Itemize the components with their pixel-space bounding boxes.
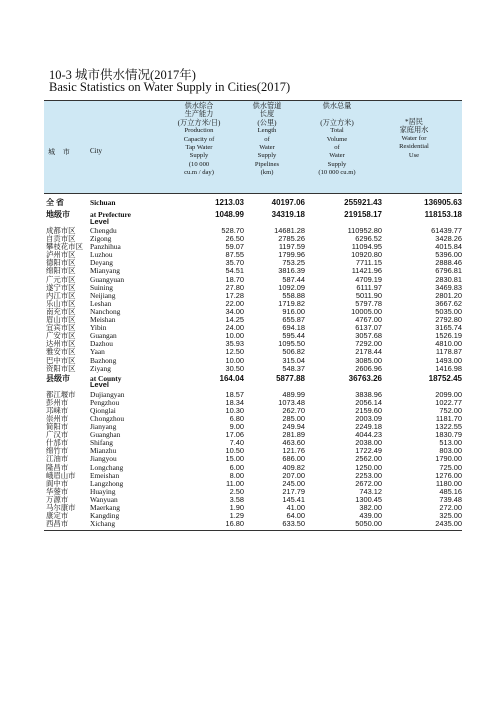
value-cell: 217.79 xyxy=(282,486,305,496)
city-name-chinese: 资阳市区 xyxy=(46,363,76,373)
value-cell: 2792.80 xyxy=(435,315,462,325)
value-cell: 54.51 xyxy=(225,266,244,276)
value-cell: 5797.78 xyxy=(355,298,382,308)
value-cell: 14681.28 xyxy=(274,226,305,235)
value-cell: 1493.00 xyxy=(435,355,462,365)
value-cell: 1178.87 xyxy=(435,347,462,357)
value-cell: 1322.55 xyxy=(435,422,462,432)
city-name-chinese: 雅安市区 xyxy=(46,347,76,357)
city-name-chinese: 全 省 xyxy=(46,198,64,207)
city-name-english: Pengzhou xyxy=(90,397,120,407)
value-cell: 2003.09 xyxy=(355,413,382,423)
value-cell: 9.00 xyxy=(229,422,244,432)
value-cell: 18.57 xyxy=(225,389,244,399)
header-residential-use: *居民 家庭用水 Water for Residential Use xyxy=(399,118,429,159)
value-cell: 2830.81 xyxy=(435,274,462,284)
value-cell: 3816.39 xyxy=(278,266,305,276)
value-cell: 1.29 xyxy=(229,511,244,521)
city-name-english: Luzhou xyxy=(90,250,113,260)
city-name-chinese: 广元市区 xyxy=(46,274,76,284)
header-production-capacity: 供水综合 生产能力 (万立方米/日) Production Capacity of Tap Water Supply (10 000 cu.m / day) xyxy=(177,102,221,177)
value-cell: 5877.88 xyxy=(276,373,305,383)
value-cell: 315.04 xyxy=(282,355,305,365)
value-cell: 3057.68 xyxy=(355,331,382,341)
city-name-chinese: 德阳市区 xyxy=(46,258,76,268)
city-name-english: at County xyxy=(90,373,122,383)
city-name-english: Jiangyou xyxy=(90,454,117,464)
city-name-chinese: 康定市 xyxy=(46,511,69,521)
value-cell: 7711.15 xyxy=(355,258,382,268)
value-cell: 10.00 xyxy=(225,355,244,365)
header-city-chinese: 城 市 xyxy=(48,148,73,156)
value-cell: 3428.26 xyxy=(435,234,462,244)
value-cell: 753.25 xyxy=(282,258,305,268)
city-name-english: Mianyang xyxy=(90,266,120,276)
value-cell: 26.50 xyxy=(225,234,244,244)
value-cell: 36763.26 xyxy=(348,373,382,383)
value-cell: 694.18 xyxy=(282,323,305,333)
value-cell: 35.93 xyxy=(225,339,244,349)
city-name-english: Kangding xyxy=(90,511,120,521)
value-cell: 382.00 xyxy=(359,503,382,512)
value-cell: 3667.62 xyxy=(435,298,462,308)
table-bottom-rule xyxy=(44,530,462,531)
city-name-chinese: 成都市区 xyxy=(46,226,76,235)
city-name-english: Meishan xyxy=(90,315,116,325)
value-cell: 2888.46 xyxy=(435,258,462,268)
city-name-chinese: 绵竹市 xyxy=(46,446,69,456)
city-name-chinese: 简阳市 xyxy=(46,422,69,432)
city-name-english: Deyang xyxy=(90,258,113,268)
summary-row xyxy=(44,373,462,391)
value-cell: 489.99 xyxy=(282,389,305,399)
value-cell: 272.00 xyxy=(439,503,462,512)
value-cell: 4810.00 xyxy=(435,339,462,349)
value-cell: 16.80 xyxy=(225,519,244,529)
value-cell: 2435.00 xyxy=(435,519,462,529)
value-cell: 2606.96 xyxy=(355,363,382,373)
value-cell: 10.30 xyxy=(225,405,244,415)
header-city-english: City xyxy=(90,147,103,155)
city-name-chinese: 江油市 xyxy=(46,454,69,464)
table-header xyxy=(44,100,462,194)
value-cell: 4709.19 xyxy=(355,274,382,284)
city-name-chinese: 广安市区 xyxy=(46,331,76,341)
value-cell: 6.80 xyxy=(229,413,244,423)
value-cell: 2249.18 xyxy=(355,422,382,432)
city-name-english: Mianzhu xyxy=(90,446,117,456)
value-cell: 59.07 xyxy=(225,242,244,252)
value-cell: 15.00 xyxy=(225,454,244,464)
value-cell: 219158.17 xyxy=(344,210,382,219)
value-cell: 35.70 xyxy=(225,258,244,268)
summary-row xyxy=(44,197,462,209)
value-cell: 1073.48 xyxy=(278,397,305,407)
value-cell: 2785.26 xyxy=(278,234,305,244)
value-cell: 1300.45 xyxy=(355,494,382,504)
city-name-chinese: 宜宾市区 xyxy=(46,323,76,333)
value-cell: 255921.43 xyxy=(344,198,382,207)
city-name-english: Ziyang xyxy=(90,363,111,373)
value-cell: 5050.00 xyxy=(355,519,382,529)
value-cell: 1092.09 xyxy=(278,282,305,292)
city-name-english: Yibin xyxy=(90,323,107,333)
value-cell: 633.50 xyxy=(282,519,305,529)
value-cell: 11.00 xyxy=(226,478,244,488)
header-pipeline-length: 供水管道 长度 (公里) Length of Water Supply Pipelines (km) xyxy=(252,102,282,177)
value-cell: 1790.00 xyxy=(435,454,462,464)
value-cell: 2253.00 xyxy=(355,470,382,480)
value-cell: 916.00 xyxy=(282,306,305,316)
value-cell: 409.82 xyxy=(282,462,305,472)
city-name-chinese: 地级市 xyxy=(46,210,70,219)
value-cell: 4767.00 xyxy=(355,315,382,325)
value-cell: 164.04 xyxy=(219,373,244,383)
value-cell: 14.25 xyxy=(225,315,244,325)
value-cell: 1276.00 xyxy=(435,470,462,480)
value-cell: 285.00 xyxy=(282,413,305,423)
city-name-chinese: 万源市 xyxy=(46,494,69,504)
value-cell: 439.00 xyxy=(359,511,382,521)
city-name-chinese: 攀枝花市区 xyxy=(46,242,83,252)
value-cell: 1416.98 xyxy=(435,363,462,373)
value-cell: 1719.82 xyxy=(278,298,305,308)
value-cell: 27.80 xyxy=(225,282,244,292)
city-name-chinese: 都江堰市 xyxy=(46,389,76,399)
city-name-english: Guangyuan xyxy=(90,274,125,284)
value-cell: 10.50 xyxy=(225,446,244,456)
city-name-english: Wanyuan xyxy=(90,494,118,504)
value-cell: 118153.18 xyxy=(424,210,462,219)
value-cell: 506.82 xyxy=(282,347,305,357)
value-cell: 528.70 xyxy=(221,226,244,235)
city-name-chinese: 内江市区 xyxy=(46,290,76,300)
value-cell: 1830.79 xyxy=(435,430,462,440)
value-cell: 12.50 xyxy=(225,347,244,357)
value-cell: 11094.95 xyxy=(351,242,382,252)
city-name-english: Panzhihua xyxy=(90,242,121,252)
summary-row xyxy=(44,209,462,227)
value-cell: 725.00 xyxy=(439,462,462,472)
value-cell: 2099.00 xyxy=(435,389,462,399)
table-body xyxy=(44,197,462,528)
city-name-chinese: 邛崃市 xyxy=(46,405,69,415)
city-name-chinese: 广汉市 xyxy=(46,430,69,440)
city-name-english-line2: Level xyxy=(90,380,109,390)
value-cell: 3.58 xyxy=(229,494,244,504)
city-name-english: Jianyang xyxy=(90,422,117,432)
city-name-chinese: 西昌市 xyxy=(46,519,69,529)
value-cell: 61439.77 xyxy=(431,226,462,235)
value-cell: 1799.96 xyxy=(278,250,305,260)
value-cell: 1722.49 xyxy=(355,446,382,456)
value-cell: 2.50 xyxy=(229,486,244,496)
value-cell: 18752.45 xyxy=(428,373,462,383)
city-name-chinese: 巴中市区 xyxy=(46,355,76,365)
city-name-english: Xichang xyxy=(90,519,116,529)
value-cell: 10920.80 xyxy=(351,250,382,260)
city-name-english: Guangan xyxy=(90,331,117,341)
city-name-english: Chengdu xyxy=(90,226,117,235)
city-name-chinese: 南充市区 xyxy=(46,306,76,316)
value-cell: 595.44 xyxy=(282,331,305,341)
value-cell: 6.00 xyxy=(229,462,244,472)
city-name-english: Bazhong xyxy=(90,355,117,365)
value-cell: 22.00 xyxy=(225,298,244,308)
city-name-english: Qionglai xyxy=(90,405,116,415)
value-cell: 548.37 xyxy=(282,363,305,373)
value-cell: 2159.60 xyxy=(355,405,382,415)
table-row xyxy=(44,365,462,373)
city-name-chinese: 崇州市 xyxy=(46,413,69,423)
value-cell: 739.48 xyxy=(439,494,462,504)
city-name-chinese: 自贡市区 xyxy=(46,234,76,244)
city-name-chinese: 彭州市 xyxy=(46,397,69,407)
value-cell: 5396.00 xyxy=(435,250,462,260)
value-cell: 18.70 xyxy=(225,274,244,284)
value-cell: 3469.83 xyxy=(435,282,462,292)
city-name-english: Dazhou xyxy=(90,339,113,349)
city-name-chinese: 马尔康市 xyxy=(46,503,76,512)
value-cell: 5035.00 xyxy=(435,306,462,316)
city-name-english: Dujiangyan xyxy=(90,389,125,399)
value-cell: 30.50 xyxy=(225,363,244,373)
city-name-english: Yaan xyxy=(90,347,105,357)
value-cell: 2801.20 xyxy=(435,290,462,300)
city-name-english: Nanchong xyxy=(90,306,121,316)
value-cell: 3165.74 xyxy=(435,323,462,333)
city-name-chinese: 隆昌市 xyxy=(46,462,69,472)
city-name-english: Shifang xyxy=(90,438,113,448)
value-cell: 1526.19 xyxy=(435,331,462,341)
value-cell: 485.16 xyxy=(439,486,462,496)
city-name-english: Leshan xyxy=(90,298,112,308)
table-row xyxy=(44,520,462,528)
value-cell: 6796.81 xyxy=(435,266,462,276)
city-name-english: Huaying xyxy=(90,486,116,496)
page-title-chinese: 10-3 城市供水情况(2017年) xyxy=(49,68,196,82)
city-name-english: Chongzhou xyxy=(90,413,125,423)
value-cell: 10005.00 xyxy=(351,306,382,316)
city-name-chinese: 绵阳市区 xyxy=(46,266,76,276)
city-name-english: Maerkang xyxy=(90,503,120,512)
value-cell: 6137.07 xyxy=(355,323,382,333)
value-cell: 24.00 xyxy=(225,323,244,333)
city-name-english: Zigong xyxy=(90,234,112,244)
header-total-volume: 供水总量 (万立方米) Total Volume of Water Supply (10 000 cu.m) xyxy=(318,102,356,177)
value-cell: 7.40 xyxy=(229,438,244,448)
page-title-english: Basic Statistics on Water Supply in Cities(2017) xyxy=(49,80,291,94)
value-cell: 463.60 xyxy=(282,438,305,448)
city-name-chinese: 什邡市 xyxy=(46,438,69,448)
value-cell: 136905.63 xyxy=(424,198,462,207)
value-cell: 110952.80 xyxy=(347,226,382,235)
city-name-english: Suining xyxy=(90,282,113,292)
value-cell: 121.76 xyxy=(282,446,305,456)
value-cell: 3838.96 xyxy=(355,389,382,399)
city-name-chinese: 眉山市区 xyxy=(46,315,76,325)
value-cell: 1213.03 xyxy=(215,198,244,207)
value-cell: 686.00 xyxy=(282,454,305,464)
value-cell: 145.41 xyxy=(282,494,305,504)
value-cell: 262.70 xyxy=(282,405,305,415)
value-cell: 5011.90 xyxy=(355,290,382,300)
value-cell: 34319.18 xyxy=(271,210,305,219)
value-cell: 513.00 xyxy=(439,438,462,448)
city-name-english: Langzhong xyxy=(90,478,124,488)
city-name-english-line2: Level xyxy=(90,216,109,226)
value-cell: 558.88 xyxy=(282,290,305,300)
city-name-english: Longchang xyxy=(90,462,124,472)
city-name-chinese: 乐山市区 xyxy=(46,298,76,308)
value-cell: 6111.97 xyxy=(356,282,382,292)
value-cell: 40197.06 xyxy=(271,198,305,207)
value-cell: 1022.77 xyxy=(435,397,462,407)
value-cell: 2178.44 xyxy=(355,347,382,357)
value-cell: 655.87 xyxy=(282,315,305,325)
value-cell: 743.12 xyxy=(359,486,382,496)
value-cell: 2056.14 xyxy=(355,397,382,407)
city-name-chinese: 峨眉山市 xyxy=(46,470,76,480)
value-cell: 1197.59 xyxy=(278,242,305,252)
city-name-chinese: 达州市区 xyxy=(46,339,76,349)
city-name-english: at Prefecture xyxy=(90,210,131,219)
value-cell: 2562.00 xyxy=(355,454,382,464)
value-cell: 6296.52 xyxy=(355,234,382,244)
city-name-chinese: 县级市 xyxy=(46,373,70,383)
value-cell: 1181.70 xyxy=(435,413,462,423)
city-name-chinese: 华蓥市 xyxy=(46,486,69,496)
value-cell: 325.00 xyxy=(439,511,462,521)
value-cell: 10.00 xyxy=(225,331,244,341)
value-cell: 1095.50 xyxy=(278,339,305,349)
city-name-english: Sichuan xyxy=(90,198,116,207)
value-cell: 1048.99 xyxy=(215,210,244,219)
value-cell: 249.94 xyxy=(282,422,305,432)
value-cell: 64.00 xyxy=(286,511,305,521)
table-row xyxy=(44,340,462,348)
value-cell: 281.89 xyxy=(282,430,305,440)
value-cell: 2038.00 xyxy=(355,438,382,448)
value-cell: 803.00 xyxy=(439,446,462,456)
value-cell: 1180.00 xyxy=(435,478,462,488)
value-cell: 87.55 xyxy=(225,250,244,260)
value-cell: 4044.23 xyxy=(355,430,382,440)
value-cell: 1.90 xyxy=(229,503,244,512)
value-cell: 7292.00 xyxy=(355,339,382,349)
value-cell: 2672.00 xyxy=(355,478,382,488)
table-row xyxy=(44,316,462,324)
value-cell: 8.00 xyxy=(229,470,244,480)
city-name-chinese: 阆中市 xyxy=(46,478,69,488)
value-cell: 17.28 xyxy=(225,290,244,300)
value-cell: 41.00 xyxy=(286,503,305,512)
value-cell: 1250.00 xyxy=(355,462,382,472)
city-name-english: Neijiang xyxy=(90,290,116,300)
city-name-english: Guanghan xyxy=(90,430,121,440)
value-cell: 752.00 xyxy=(439,405,462,415)
value-cell: 18.34 xyxy=(225,397,244,407)
value-cell: 34.00 xyxy=(225,306,244,316)
city-name-chinese: 遂宁市区 xyxy=(46,282,76,292)
city-name-chinese: 泸州市区 xyxy=(46,250,76,260)
value-cell: 4015.84 xyxy=(435,242,462,252)
value-cell: 587.44 xyxy=(282,274,305,284)
city-name-english: Emeishan xyxy=(90,470,120,480)
value-cell: 11421.96 xyxy=(351,266,382,276)
value-cell: 3085.00 xyxy=(355,355,382,365)
value-cell: 245.00 xyxy=(282,478,305,488)
value-cell: 207.00 xyxy=(282,470,305,480)
value-cell: 17.06 xyxy=(225,430,244,440)
